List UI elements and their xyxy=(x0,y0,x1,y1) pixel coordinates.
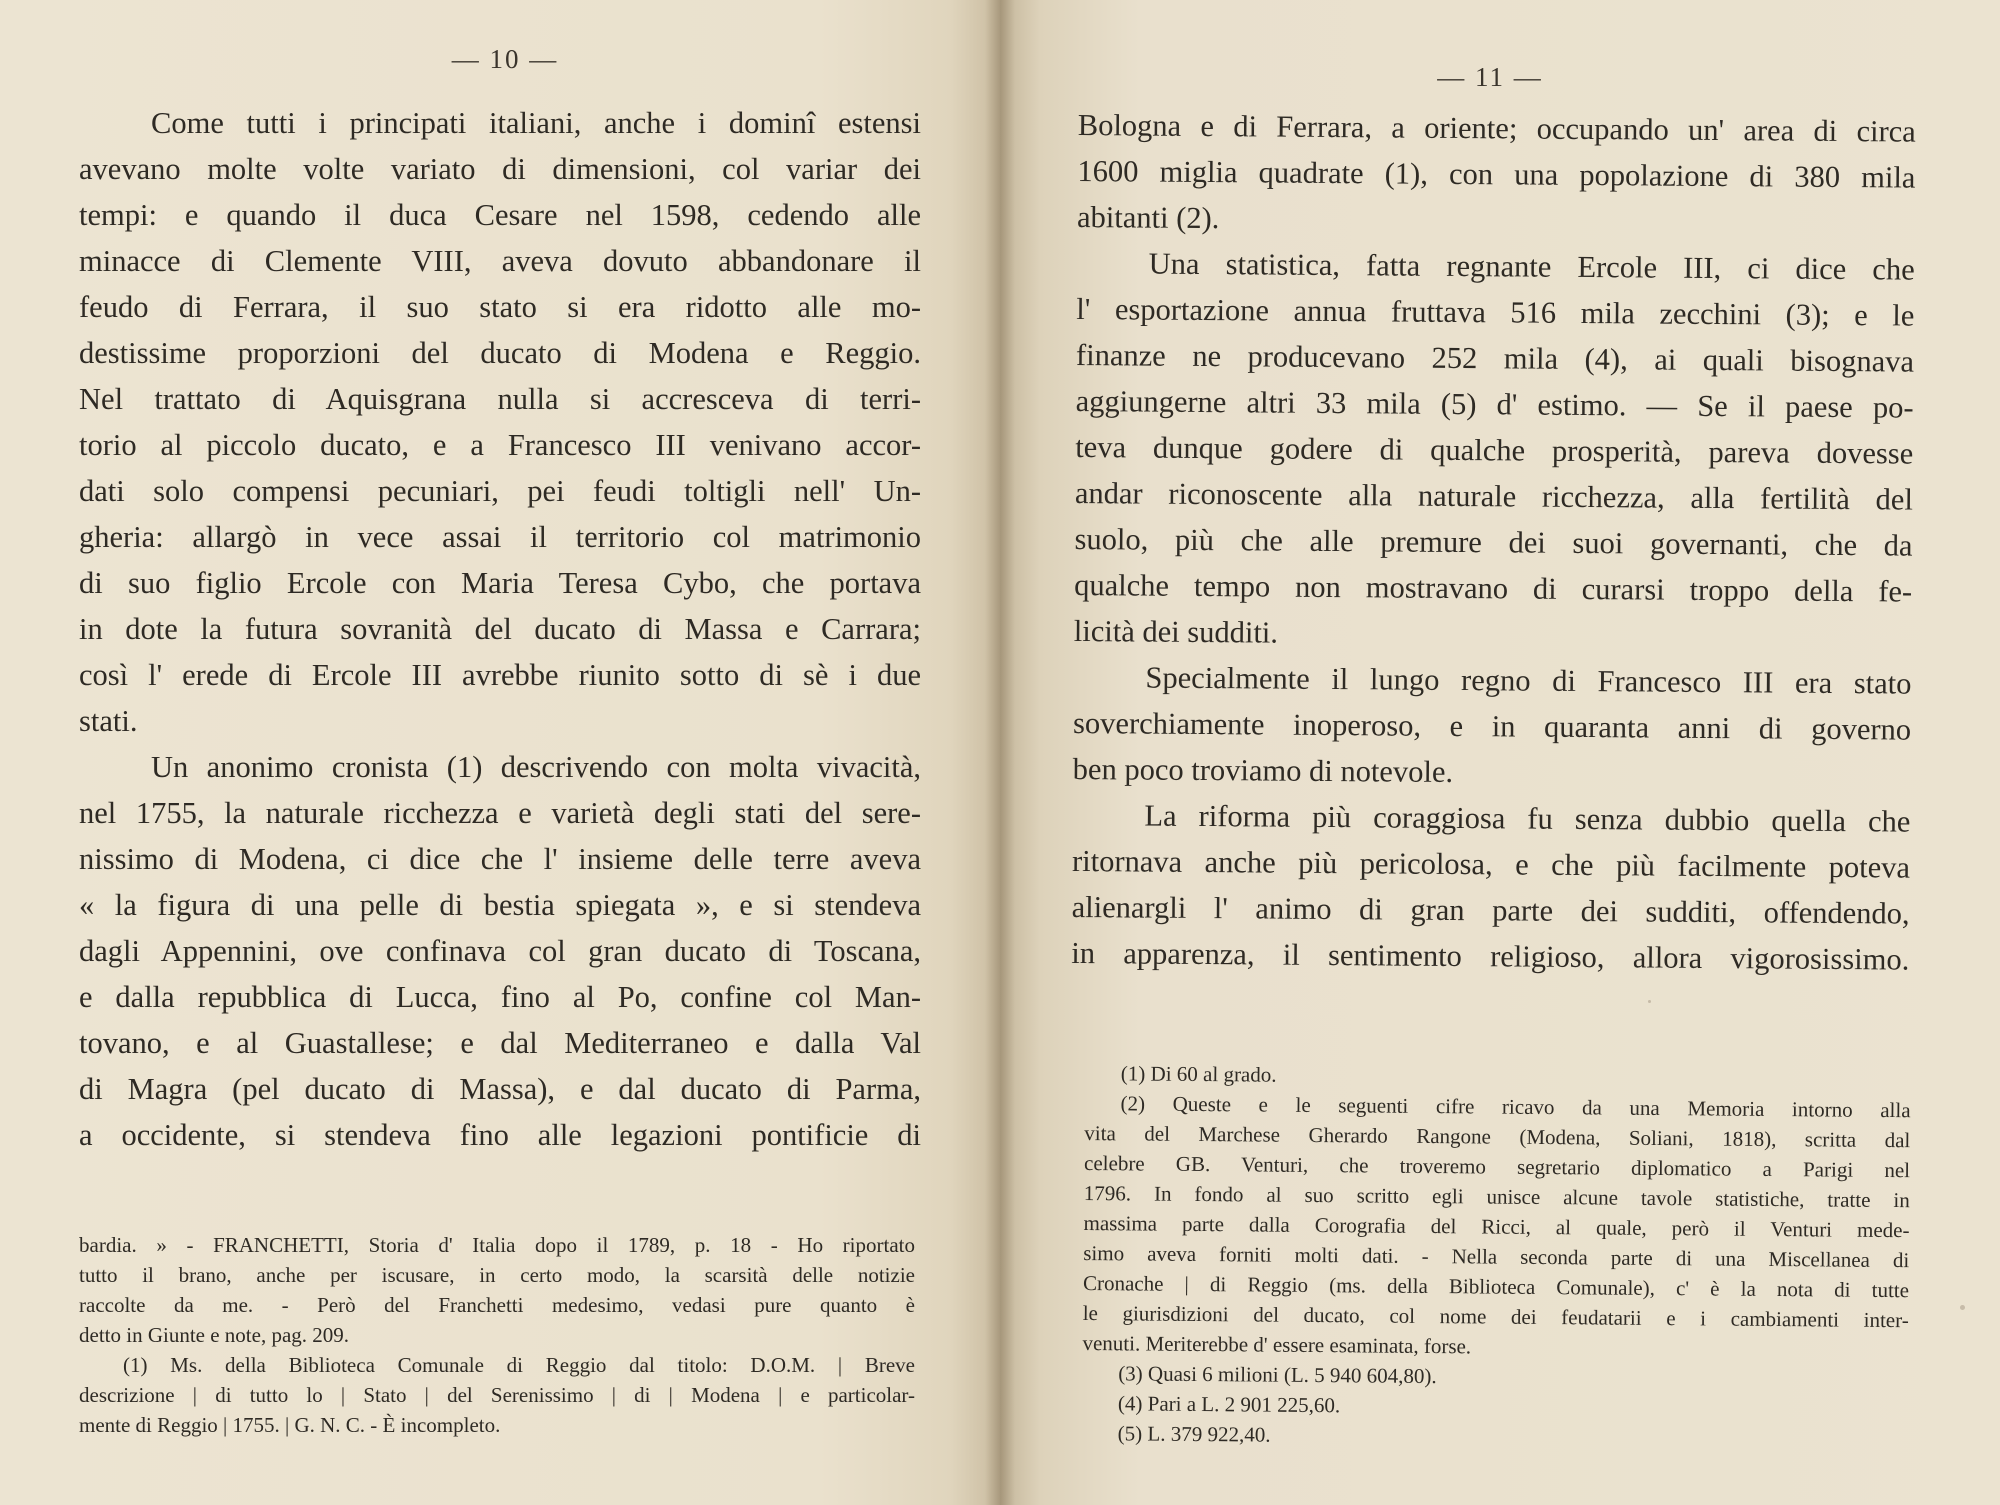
footnote-line: 1796. In fondo al suo scritto egli unisce alcune tavole statistiche, tratte in xyxy=(1083,1180,1910,1213)
footnotes xyxy=(1082,1058,1911,1455)
footnote-line: (1) Ms. della Biblioteca Comunale di Reggio dal titolo: D.O.M. | Breve xyxy=(123,1353,915,1377)
footnote-line: bardia. » - FRANCHETTI, Storia d' Italia dopo il 1789, p. 18 - Ho riportato xyxy=(79,1233,915,1257)
page-number: — 11 — xyxy=(1437,62,1543,92)
footnote-line: (2) Queste e le seguenti cifre ricavo da una Memoria intorno alla xyxy=(1120,1091,1911,1123)
text-line: dagli Appennini, ove confinava col gran ducato di Toscana, xyxy=(79,934,921,968)
footnote-line: tutto il brano, anche per iscusare, in certo modo, la scarsità delle notizie xyxy=(79,1263,915,1287)
footnote-line: Cronache | di Reggio (ms. della Biblioteca Comunale), c' è la nota di tutte xyxy=(1082,1270,1910,1303)
text-line: nel 1755, la naturale ricchezza e varietà degli stati del sere- xyxy=(79,796,921,830)
text-line: finanze ne producevano 252 mila (4), ai quali bisognava xyxy=(1075,337,1915,379)
text-line: destissime proporzioni del ducato di Modena e Reggio. xyxy=(79,336,921,370)
footnote-line: celebre GB. Venturi, che troveremo segretario diplomatico a Parigi nel xyxy=(1083,1150,1911,1183)
text-line: Come tutti i principati italiani, anche i dominî estensi xyxy=(151,106,921,140)
text-line: ben poco troviamo di notevole. xyxy=(1072,751,1454,789)
footnote-line: (3) Quasi 6 milioni (L. 5 940 604,80). xyxy=(1118,1361,1437,1389)
book-gutter xyxy=(985,0,1015,1505)
text-line: Bologna e di Ferrara, a oriente; occupando un' area di circa xyxy=(1077,107,1916,149)
text-line: di Magra (pel ducato di Massa), e dal ducato di Parma, xyxy=(79,1072,921,1106)
text-line: dati solo compensi pecuniari, pei feudi toltigli nell' Un- xyxy=(79,474,921,508)
text-line: in apparenza, il sentimento religioso, allora vigorosissimo. xyxy=(1071,935,1910,977)
text-line: abitanti (2). xyxy=(1076,199,1220,236)
text-line: a occidente, si stendeva fino alle legazioni pontificie di xyxy=(79,1118,921,1152)
footnote-line: simo aveva forniti molti dati. - Nella seconda parte di una Miscellanea di xyxy=(1083,1240,1910,1273)
text-line: così l' erede di Ercole III avrebbe riunito sotto di sè i due xyxy=(79,658,921,692)
text-line: avevano molte volte variato di dimensioni, col variar dei xyxy=(79,152,921,186)
text-line: Una statistica, fatta regnante Ercole III, ci dice che xyxy=(1148,246,1915,287)
body-text xyxy=(79,100,921,1158)
body-text xyxy=(1071,102,1916,983)
text-line: teva dunque godere di qualche prosperità, pareva dovesse xyxy=(1075,429,1914,471)
right-page xyxy=(1000,0,2000,1505)
text-line: e dalla repubblica di Lucca, fino al Po, confine col Man- xyxy=(79,980,921,1014)
text-line: ritornava anche più pericolosa, e che più facilmente poteva xyxy=(1071,843,1911,885)
footnotes xyxy=(79,1230,915,1440)
paper-speck xyxy=(1960,1305,1965,1310)
footnote-line: (5) L. 379 922,40. xyxy=(1117,1421,1271,1447)
text-line: Nel trattato di Aquisgrana nulla si accresceva di terri- xyxy=(79,382,921,416)
text-line: feudo di Ferrara, il suo stato si era ridotto alle mo- xyxy=(79,290,921,324)
text-line: di suo figlio Ercole con Maria Teresa Cybo, che portava xyxy=(79,566,921,600)
text-line: aggiungerne altri 33 mila (5) d' estimo. — Se il paese po- xyxy=(1075,383,1914,425)
paper-speck xyxy=(1648,1000,1651,1003)
text-line: Un anonimo cronista (1) descrivendo con molta vivacità, xyxy=(151,750,921,784)
text-line: tovano, e al Guastallese; e dal Mediterraneo e dalla Val xyxy=(79,1026,921,1060)
footnote-line: massima parte dalla Corografia del Ricci, al quale, però il Venturi mede- xyxy=(1083,1210,1910,1243)
text-line: « la figura di una pelle di bestia spiegata », e si stendeva xyxy=(79,888,921,922)
text-line: l' esportazione annua fruttava 516 mila zecchini (3); e le xyxy=(1076,291,1915,333)
footnote-line: (4) Pari a L. 2 901 225,60. xyxy=(1117,1391,1341,1418)
footnote-line: venuti. Meriterebbe d' essere esaminata, forse. xyxy=(1082,1330,1472,1359)
page-number: — 10 — xyxy=(451,44,559,74)
text-line: Specialmente il lungo regno di Francesco III era stato xyxy=(1145,660,1912,701)
text-line: minacce di Clemente VIII, aveva dovuto abbandonare il xyxy=(79,244,921,278)
text-line: soverchiamente inoperoso, e in quaranta anni di governo xyxy=(1072,705,1912,747)
footnote-line: (1) Di 60 al grado. xyxy=(1120,1061,1277,1087)
footnote-line: descrizione | di tutto lo | Stato | del Serenissimo | di | Modena | e particolar- xyxy=(79,1383,915,1407)
text-line: licità dei sudditi. xyxy=(1073,613,1279,650)
text-line: nissimo di Modena, ci dice che l' insieme delle terre aveva xyxy=(79,842,921,876)
text-line: stati. xyxy=(79,704,138,738)
text-line: alienargli l' animo di gran parte dei sudditi, offendendo, xyxy=(1071,889,1910,931)
footnote-line: mente di Reggio | 1755. | G. N. C. - È incompleto. xyxy=(79,1413,501,1437)
text-line: andar riconoscente alla naturale ricchezza, alla fertilità del xyxy=(1074,475,1914,517)
text-line: in dote la futura sovranità del ducato di Massa e Carrara; xyxy=(79,612,921,646)
text-line: suolo, più che alle premure dei suoi governanti, che da xyxy=(1074,521,1913,563)
text-line: qualche tempo non mostravano di curarsi troppo della fe- xyxy=(1074,567,1913,609)
text-line: 1600 miglia quadrate (1), con una popolazione di 380 mila xyxy=(1077,153,1916,195)
footnote-line: raccolte da me. - Però del Franchetti medesimo, vedasi pure quanto è xyxy=(79,1293,915,1317)
footnote-line: detto in Giunte e note, pag. 209. xyxy=(79,1323,350,1347)
text-line: La riforma più coraggiosa fu senza dubbio quella che xyxy=(1144,798,1911,839)
footnote-line: vita del Marchese Gherardo Rangone (Modena, Soliani, 1818), scritta dal xyxy=(1084,1120,1911,1153)
footnote-line: le giurisdizioni del ducato, col nome dei feudatarii e i cambiamenti inter- xyxy=(1082,1300,1909,1333)
text-line: tempi: e quando il duca Cesare nel 1598, cedendo alle xyxy=(79,198,921,232)
text-line: torio al piccolo ducato, e a Francesco III venivano accor- xyxy=(79,428,921,462)
text-line: gheria: allargò in vece assai il territorio col matrimonio xyxy=(79,520,921,554)
